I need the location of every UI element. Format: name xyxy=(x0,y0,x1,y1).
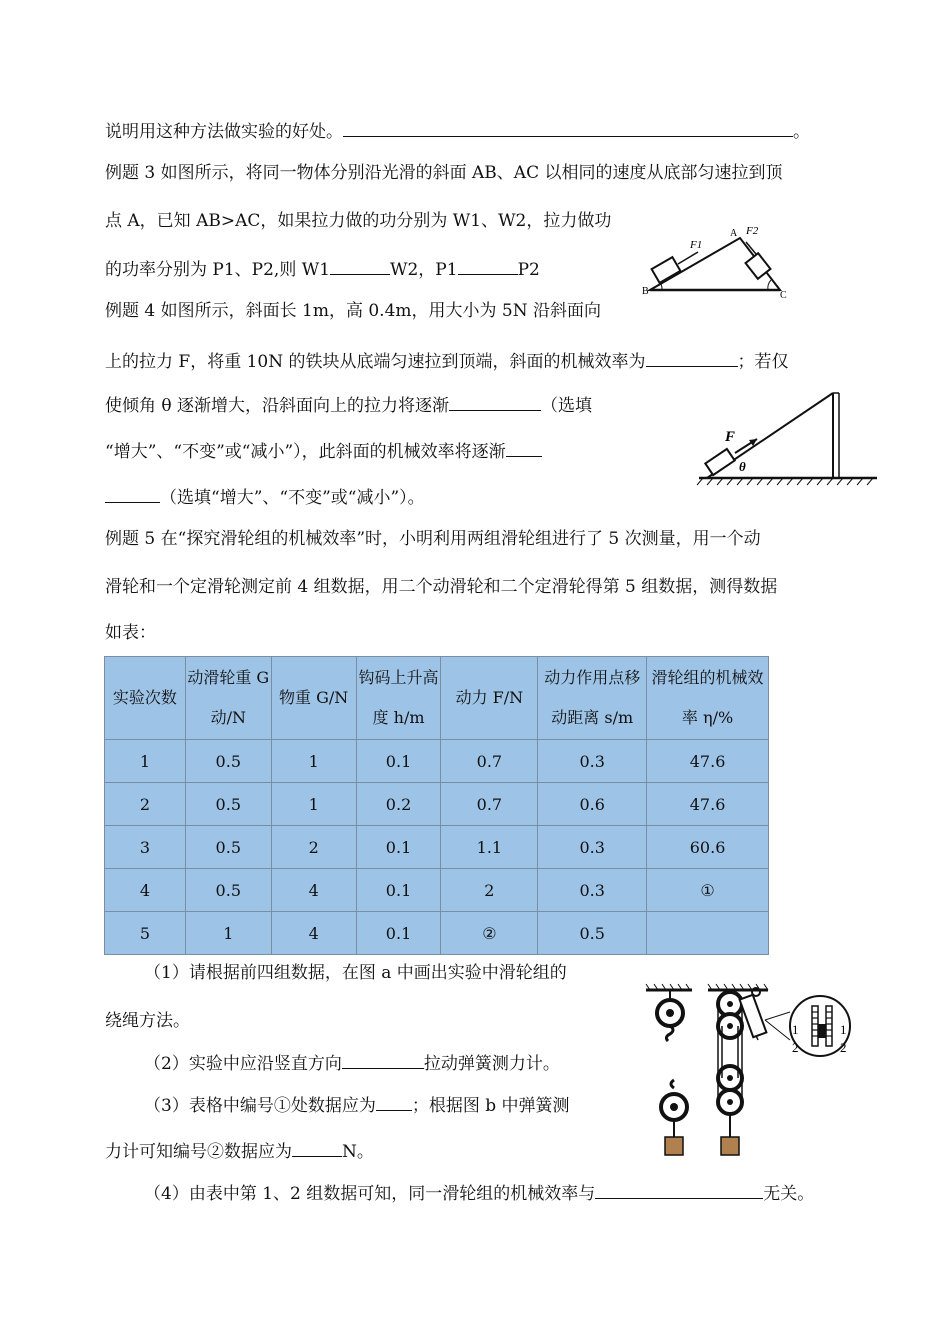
table-header-row xyxy=(105,657,769,740)
table-cell: ② xyxy=(441,912,538,955)
table-cell: 4 xyxy=(271,869,356,912)
table-cell: 47.6 xyxy=(647,740,769,783)
incline-theta-figure xyxy=(695,385,880,490)
example5-line2: 滑轮和一个定滑轮测定前 4 组数据，用二个动滑轮和二个定滑轮得第 5 组数据，测得数据 xyxy=(105,577,778,597)
question3-line2: 力计可知编号②数据应为 N。 xyxy=(105,1142,374,1162)
table-cell: 0.6 xyxy=(538,783,647,826)
scale-label: 1 xyxy=(840,1022,847,1037)
example3-line3: 的功率分别为 P1、P2,则 W1 W2，P1 P2 xyxy=(105,260,540,280)
table-cell: 2 xyxy=(441,869,538,912)
table-cell: 1 xyxy=(271,783,356,826)
efficiency-change-blank[interactable] xyxy=(506,440,542,457)
table-cell: 60.6 xyxy=(647,826,769,869)
table-row xyxy=(105,740,769,783)
header-efficiency: 滑轮组的机械效率 η/% xyxy=(647,657,769,740)
example4-line3: 使倾角 θ 逐渐增大，沿斜面向上的拉力将逐渐 （选填 xyxy=(105,396,593,416)
header-object-weight: 物重 G/N xyxy=(271,657,356,740)
table-cell: 5 xyxy=(105,912,186,955)
label-force: F xyxy=(725,429,736,445)
table-cell: 0.2 xyxy=(356,783,441,826)
answer-blank[interactable] xyxy=(343,120,793,137)
example4-line2: 上的拉力 F，将重 10N 的铁块从底端匀速拉到顶端，斜面的机械效率为 ；若仅 xyxy=(105,352,789,372)
table-cell: 0.5 xyxy=(538,912,647,955)
table-cell: 0.5 xyxy=(185,740,271,783)
table-cell: 0.1 xyxy=(356,740,441,783)
label-f1: F1 xyxy=(690,239,703,251)
example3-line1: 例题 3 如图所示，将同一物体分别沿光滑的斜面 AB、AC 以相同的速度从底部匀速拉到顶 xyxy=(105,163,783,183)
table-row xyxy=(105,912,769,955)
header-force: 动力 F/N xyxy=(441,657,538,740)
pulley-data-table xyxy=(104,656,769,955)
table-cell: 0.5 xyxy=(185,783,271,826)
table-cell: 0.1 xyxy=(356,912,441,955)
example5-line1: 例题 5 在“探究滑轮组的机械效率”时，小明利用两组滑轮组进行了 5 次测量，用一个动 xyxy=(105,529,761,549)
blank-2[interactable] xyxy=(292,1140,342,1157)
label-theta: θ xyxy=(739,459,746,474)
table-cell: 2 xyxy=(271,826,356,869)
example4-line1: 例题 4 如图所示，斜面长 1m，高 0.4m，用大小为 5N 沿斜面向 xyxy=(105,301,602,321)
table-row xyxy=(105,783,769,826)
table-cell: 4 xyxy=(105,869,186,912)
table-row xyxy=(105,826,769,869)
example4-line4: “增大”、“不变”或“减小”），此斜面的机械效率将逐渐 xyxy=(105,440,542,463)
double-incline-figure xyxy=(640,218,790,300)
question1-line1: （1）请根据前四组数据，在图 a 中画出实验中滑轮组的 xyxy=(144,963,567,983)
scale-label: 2 xyxy=(840,1040,847,1055)
table-cell: 0.3 xyxy=(538,826,647,869)
table-cell: 0.5 xyxy=(185,826,271,869)
efficiency-blank[interactable] xyxy=(646,350,738,367)
table-cell: 4 xyxy=(271,912,356,955)
question3-line1: （3）表格中编号①处数据应为 ；根据图 b 中弹簧测 xyxy=(144,1096,570,1116)
w-compare-blank[interactable] xyxy=(330,258,390,275)
example3-line2: 点 A，已知 AB>AC，如果拉力做的功分别为 W1、W2，拉力做功 xyxy=(105,211,612,231)
header-pulley-weight: 动滑轮重 G动/N xyxy=(185,657,271,740)
table-cell: 2 xyxy=(105,783,186,826)
question1-line2: 绕绳方法。 xyxy=(105,1011,190,1031)
table-cell: 0.3 xyxy=(538,869,647,912)
table-cell: 0.7 xyxy=(441,740,538,783)
table-cell: 0.7 xyxy=(441,783,538,826)
example4-line5: （选填“增大”、“不变”或“减小”）。 xyxy=(105,486,425,509)
p-compare-blank[interactable] xyxy=(458,258,518,275)
table-cell: 1 xyxy=(271,740,356,783)
table-cell: 1 xyxy=(105,740,186,783)
force-change-blank[interactable] xyxy=(449,394,541,411)
pulley-system-figure xyxy=(640,980,860,1160)
example5-line3: 如表： xyxy=(105,623,156,643)
table-cell: 1.1 xyxy=(441,826,538,869)
table-cell: 0.1 xyxy=(356,826,441,869)
previous-question-line: 说明用这种方法做实验的好处。 。 xyxy=(105,122,810,142)
question4-line: （4）由表中第 1、2 组数据可知，同一滑轮组的机械效率与 无关。 xyxy=(144,1184,815,1204)
scale-label: 1 xyxy=(792,1022,799,1037)
table-cell: 0.1 xyxy=(356,869,441,912)
table-cell: 1 xyxy=(185,912,271,955)
factor-blank[interactable] xyxy=(595,1182,763,1199)
label-f2: F2 xyxy=(746,225,759,237)
label-a: A xyxy=(730,228,738,239)
header-height: 钩码上升高度 h/m xyxy=(356,657,441,740)
table-cell xyxy=(647,912,769,955)
blank-1[interactable] xyxy=(376,1094,412,1111)
table-cell: 47.6 xyxy=(647,783,769,826)
table-row xyxy=(105,869,769,912)
header-distance: 动力作用点移动距离 s/m xyxy=(538,657,647,740)
scale-label: 2 xyxy=(792,1040,799,1055)
header-trial: 实验次数 xyxy=(105,657,186,740)
efficiency-change-blank-cont[interactable] xyxy=(105,486,160,503)
label-b: B xyxy=(642,286,649,297)
table-cell: 0.5 xyxy=(185,869,271,912)
table-cell: 0.3 xyxy=(538,740,647,783)
direction-blank[interactable] xyxy=(342,1052,424,1069)
table-cell: 3 xyxy=(105,826,186,869)
table-cell: ① xyxy=(647,869,769,912)
label-c: C xyxy=(780,290,787,300)
question2-line: （2）实验中应沿竖直方向 拉动弹簧测力计。 xyxy=(144,1054,560,1074)
